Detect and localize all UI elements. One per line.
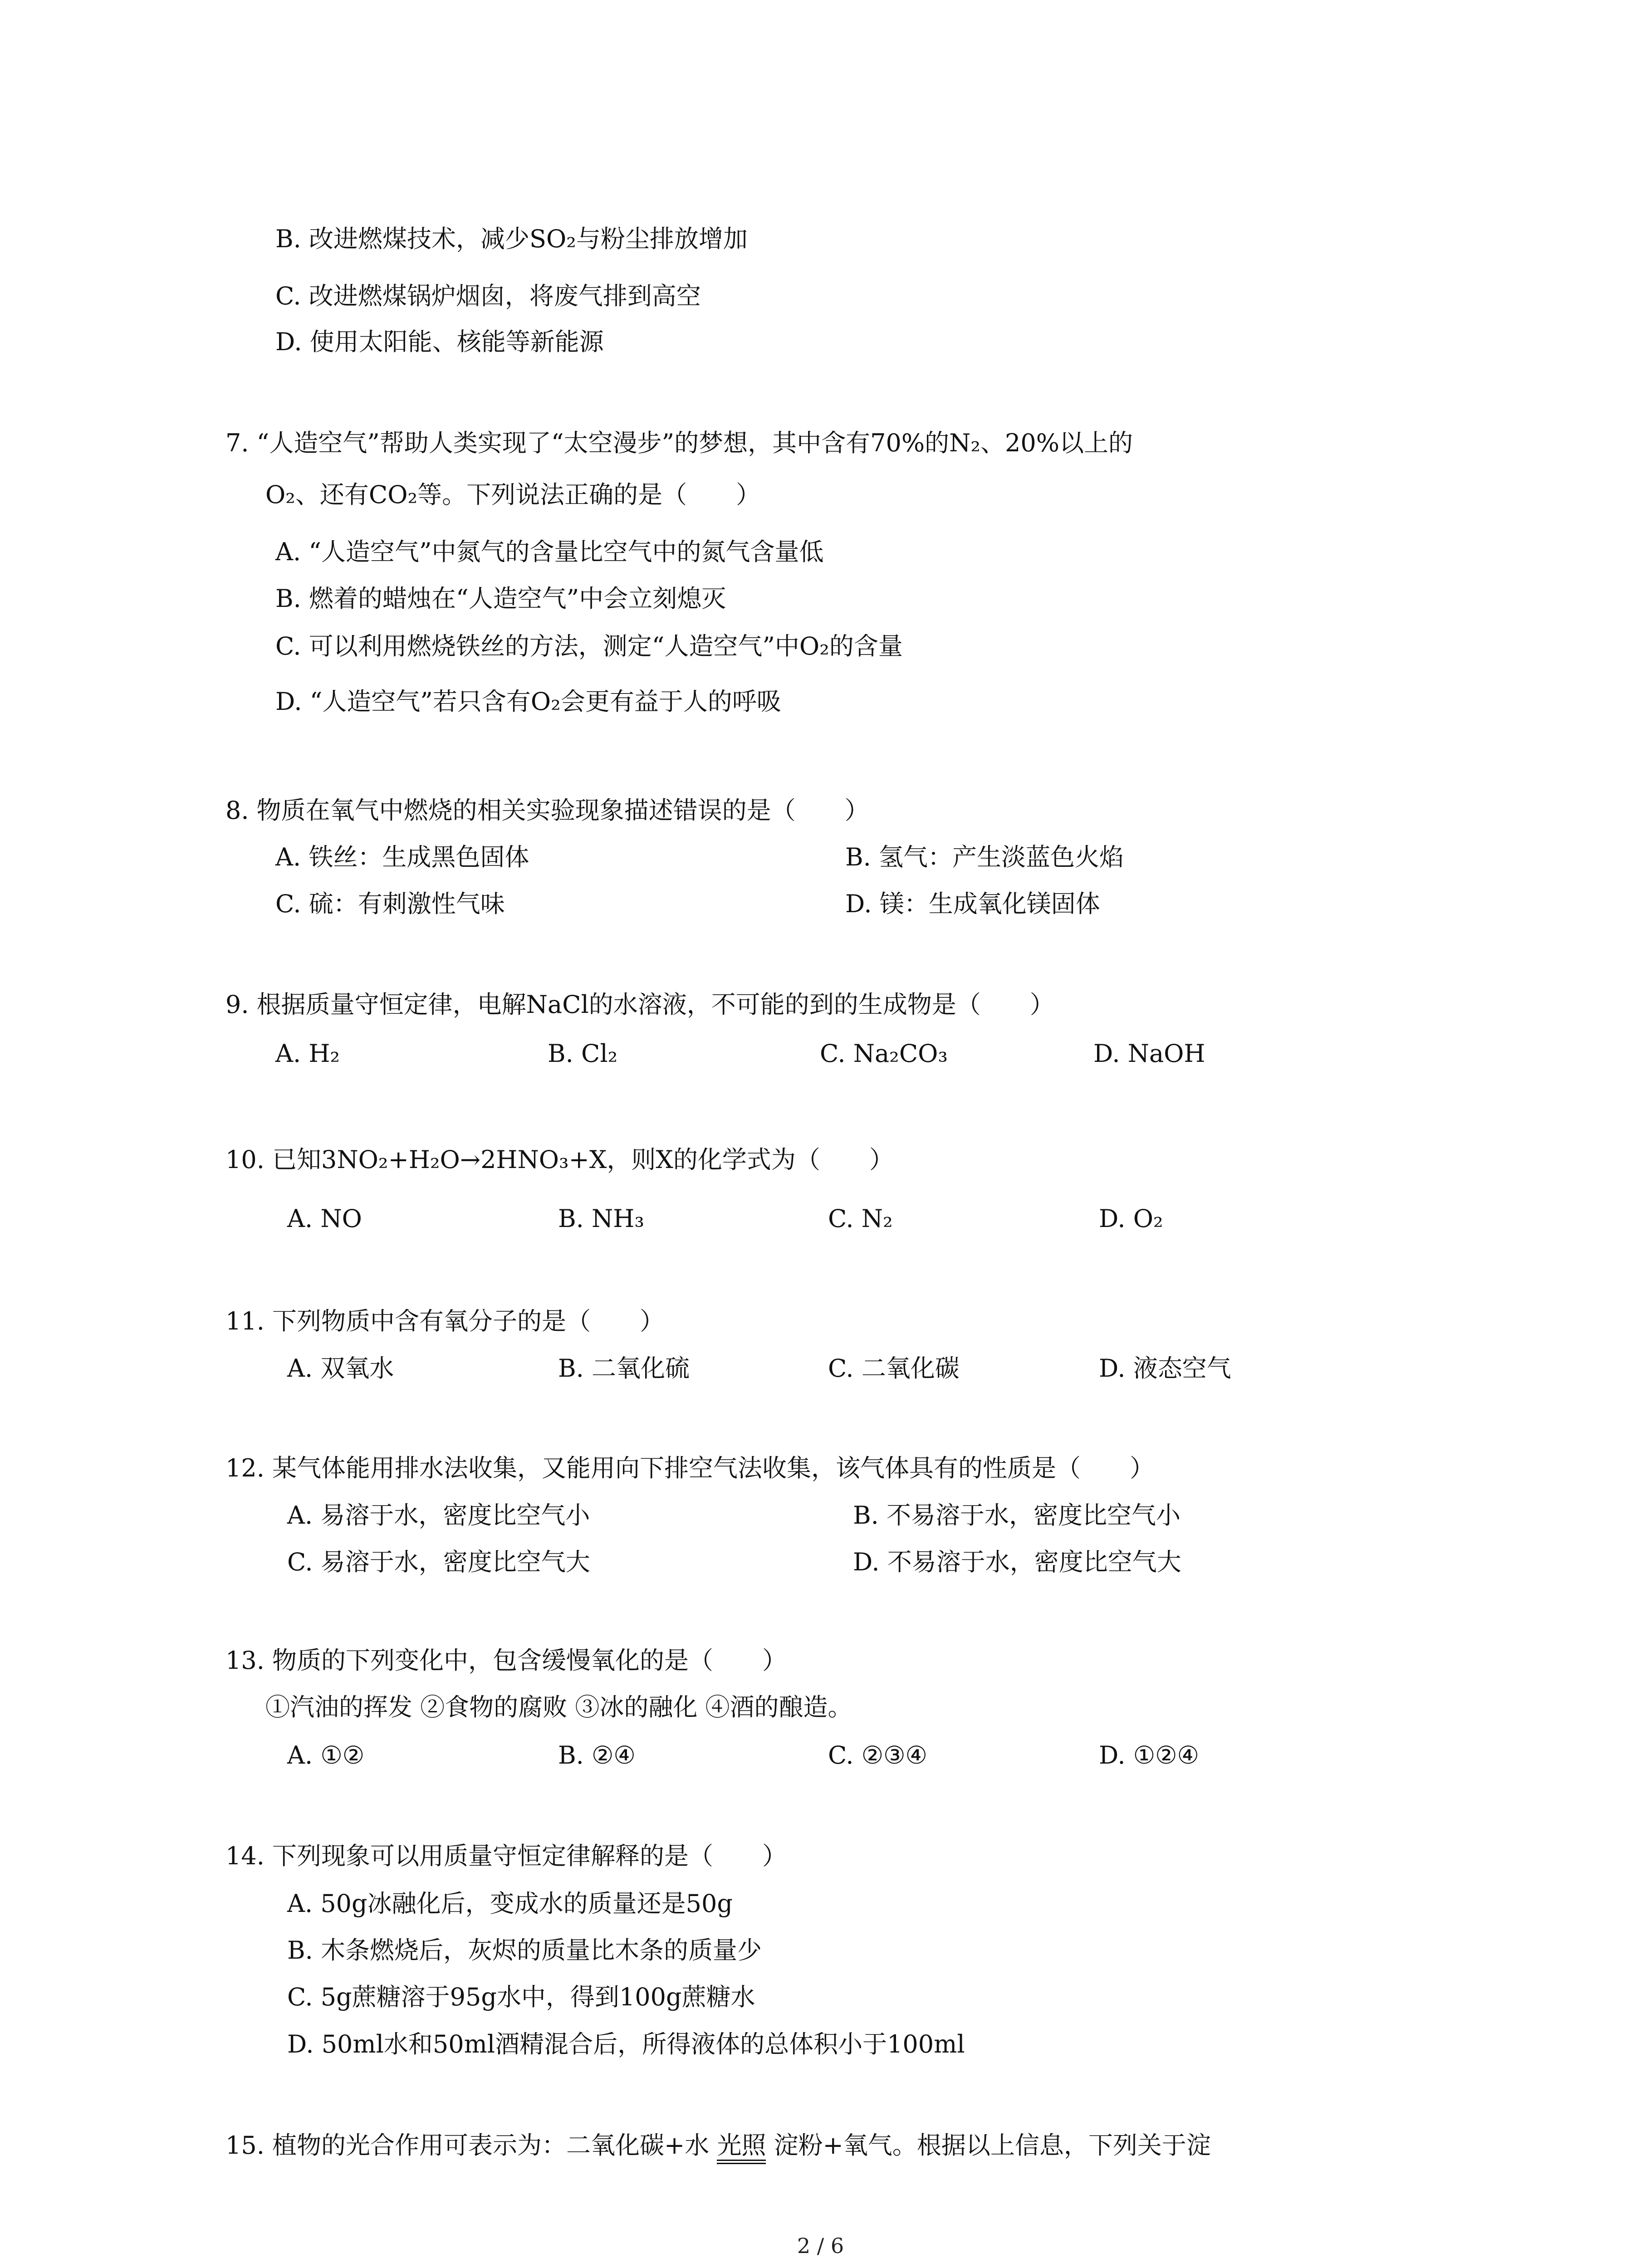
q10-option-b: B. NH₃	[558, 1204, 645, 1233]
q7-stem-line1: 7. “人造空气”帮助人类实现了“太空漫步”的梦想，其中含有70%的N₂、20%以上的	[225, 429, 1133, 457]
q11-option-c: C. 二氧化碳	[828, 1354, 960, 1383]
q12-stem: 12. 某气体能用排水法收集，又能用向下排空气法收集，该气体具有的性质是（ ）	[225, 1454, 1155, 1482]
q12-option-d: D. 不易溶于水，密度比空气大	[853, 1548, 1181, 1576]
q10-option-c: C. N₂	[828, 1204, 893, 1233]
q7-option-a: A. “人造空气”中氮气的含量比空气中的氮气含量低	[275, 538, 824, 566]
q7-option-c: C. 可以利用燃烧铁丝的方法，测定“人造空气”中O₂的含量	[275, 632, 903, 660]
q14-option-a: A. 50g冰融化后，变成水的质量还是50g	[287, 1889, 733, 1918]
q11-option-b: B. 二氧化硫	[558, 1354, 690, 1383]
q6-option-b: B. 改进燃煤技术，减少SO₂与粉尘排放增加	[275, 225, 748, 253]
q12-option-c: C. 易溶于水，密度比空气大	[287, 1548, 590, 1576]
q14-option-b: B. 木条燃烧后，灰烬的质量比木条的质量少	[287, 1936, 762, 1965]
q15-stem-part2: 淀粉+氧气。根据以上信息，下列关于淀	[766, 2131, 1211, 2160]
page-number: 2 / 6	[797, 2234, 844, 2258]
q15-stem	[225, 2133, 1211, 2164]
q9-option-b: B. Cl₂	[548, 1039, 618, 1068]
q13-stem: 13. 物质的下列变化中，包含缓慢氧化的是（ ）	[225, 1646, 787, 1675]
q8-option-d: D. 镁：生成氧化镁固体	[845, 890, 1100, 918]
q11-option-a: A. 双氧水	[287, 1354, 394, 1383]
q13-items: ①汽油的挥发 ②食物的腐败 ③冰的融化 ④酒的酿造。	[265, 1693, 852, 1721]
q8-stem: 8. 物质在氧气中燃烧的相关实验现象描述错误的是（ ）	[225, 796, 869, 825]
q12-option-b: B. 不易溶于水，密度比空气小	[853, 1501, 1181, 1530]
q8-option-b: B. 氢气：产生淡蓝色火焰	[845, 843, 1124, 871]
q13-option-d: D. ①②④	[1099, 1741, 1199, 1769]
q10-option-d: D. O₂	[1099, 1204, 1163, 1233]
q8-option-a: A. 铁丝：生成黑色固体	[275, 843, 529, 871]
q13-option-c: C. ②③④	[828, 1741, 927, 1769]
q15-reaction-condition: 光照	[717, 2133, 766, 2164]
q10-option-a: A. NO	[287, 1204, 362, 1233]
q9-option-a: A. H₂	[275, 1039, 340, 1068]
q11-option-d: D. 液态空气	[1099, 1354, 1231, 1383]
q6-option-d: D. 使用太阳能、核能等新能源	[275, 327, 604, 356]
q6-option-c: C. 改进燃煤锅炉烟囱，将废气排到高空	[275, 282, 701, 310]
q10-stem: 10. 已知3NO₂+H₂O→2HNO₃+X，则X的化学式为（ ）	[225, 1145, 894, 1174]
q15-stem-part1: 15. 植物的光合作用可表示为：二氧化碳+水	[225, 2131, 717, 2160]
q14-option-c: C. 5g蔗糖溶于95g水中，得到100g蔗糖水	[287, 1983, 755, 2011]
q13-option-b: B. ②④	[558, 1741, 636, 1769]
q7-option-d: D. “人造空气”若只含有O₂会更有益于人的呼吸	[275, 687, 781, 716]
q9-stem: 9. 根据质量守恒定律，电解NaCl的水溶液，不可能的到的生成物是（ ）	[225, 990, 1054, 1019]
q13-option-a: A. ①②	[287, 1741, 365, 1769]
q14-option-d: D. 50ml水和50ml酒精混合后，所得液体的总体积小于100ml	[287, 2030, 965, 2058]
q7-stem-line2: O₂、还有CO₂等。下列说法正确的是（ ）	[265, 480, 761, 509]
q9-option-d: D. NaOH	[1093, 1039, 1205, 1068]
q9-option-c: C. Na₂CO₃	[820, 1039, 948, 1068]
q8-option-c: C. 硫：有刺激性气味	[275, 890, 505, 918]
q12-option-a: A. 易溶于水，密度比空气小	[287, 1501, 590, 1530]
q14-stem: 14. 下列现象可以用质量守恒定律解释的是（ ）	[225, 1842, 787, 1870]
q11-stem: 11. 下列物质中含有氧分子的是（ ）	[225, 1307, 665, 1335]
q7-option-b: B. 燃着的蜡烛在“人造空气”中会立刻熄灭	[275, 584, 726, 613]
